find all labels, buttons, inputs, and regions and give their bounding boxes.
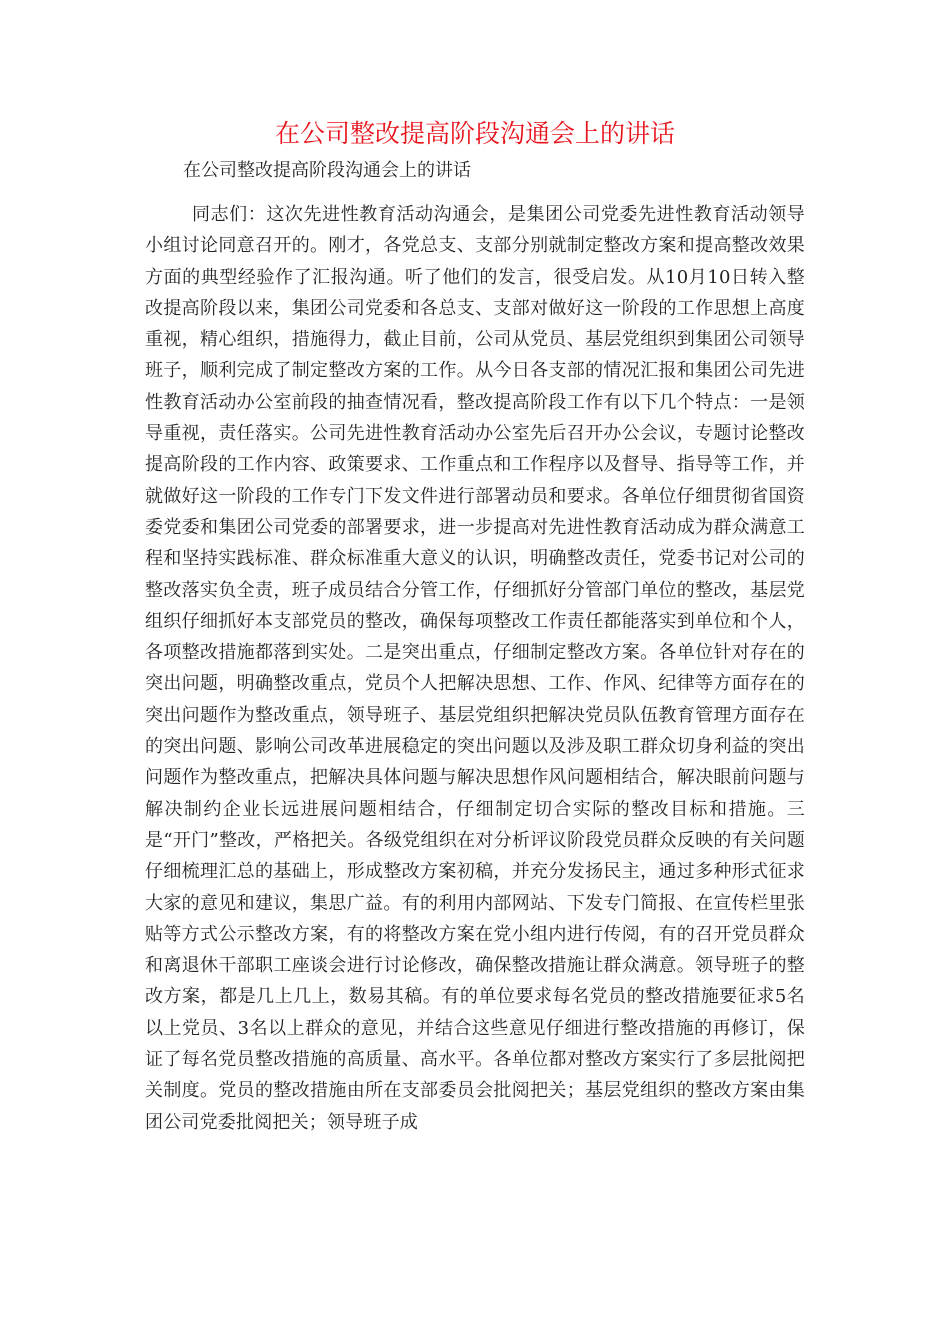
document-subtitle: 在公司整改提高阶段沟通会上的讲话 (183, 160, 471, 181)
document-title: 在公司整改提高阶段沟通会上的讲话 (274, 119, 675, 148)
document-body: 同志们：这次先进性教育活动沟通会，是集团公司党委先进性教育活动领导小组讨论同意召开的。刚才，各党总支、支部分别就制定整改方案和提高整改效果方面的典型经验作了汇报沟通。听了他们的发言，很受启发。从10月10日转入整改提高阶段以来，集团公司党委和各总支、支部对做好这一阶段的工作思想上高度重视，精心组织，措施得力，截止目前，公司从党员、基层党组织到集团公司领导班子，顺利完成了制定整改方案的工作。从今日各支部的情况汇报和集团公司先进性教育活动办公室前段的抽查情况看，整改提高阶段工作有以下几个特点：一是领导重视，责任落实。公司先进性教育活动办公室先后召开办公会议，专题讨论整改提高阶段的工作内容、政策要求、工作重点和工作程序以及督导、指导等工作，并就做好这一阶段的工作专门下发文件进行部署动员和要求。各单位仔细贯彻省国资委党委和集团公司党委的部署要求，进一步提高对先进性教育活动成为群众满意工程和坚持实践标准、群众标准重大意义的认识，明确整改责任，党委书记对公司的整改落实负全责，班子成员结合分管工作，仔细抓好分管部门单位的整改，基层党组织仔细抓好本支部党员的整改，确保每项整改工作责任都能落实到单位和个人，各项整改措施都落到实处。二是突出重点，仔细制定整改方案。各单位针对存在的突出问题，明确整改重点，党员个人把解决思想、工作、作风、纪律等方面存在的突出问题作为整改重点，领导班子、基层党组织把解决党员队伍教育管理方面存在的突出问题、影响公司改革进展稳定的突出问题以及涉及职工群众切身利益的突出问题作为整改重点，把解决具体问题与解决思想作风问题相结合，解决眼前问题与解决制约企业长远进展问题相结合，仔细制定切合实际的整改目标和措施。三是“开门”整改，严格把关。各级党组织在对分析评议阶段党员群众反映的有关问题仔细梳理汇总的基础上，形成整改方案初稿，并充分发扬民主，通过多种形式征求大家的意见和建议，集思广益。有的利用内部网站、下发专门简报、在宣传栏里张贴等方式公示整改方案，有的将整改方案在党小组内进行传阅，有的召开党员群众和离退休干部职工座谈会进行讨论修改，确保整改措施让群众满意。领导班子的整改方案，都是几上几上，数易其稿。有的单位要求每名党员的整改措施要征求5名以上党员、3名以上群众的意见，并结合这些意见仔细进行整改措施的再修订，保证了每名党员整改措施的高质量、高水平。各单位都对整改方案实行了多层批阅把关制度。党员的整改措施由所在支部委员会批阅把关；基层党组织的整改方案由集团公司党委批阅把关；领导班子成 (145, 204, 805, 1133)
